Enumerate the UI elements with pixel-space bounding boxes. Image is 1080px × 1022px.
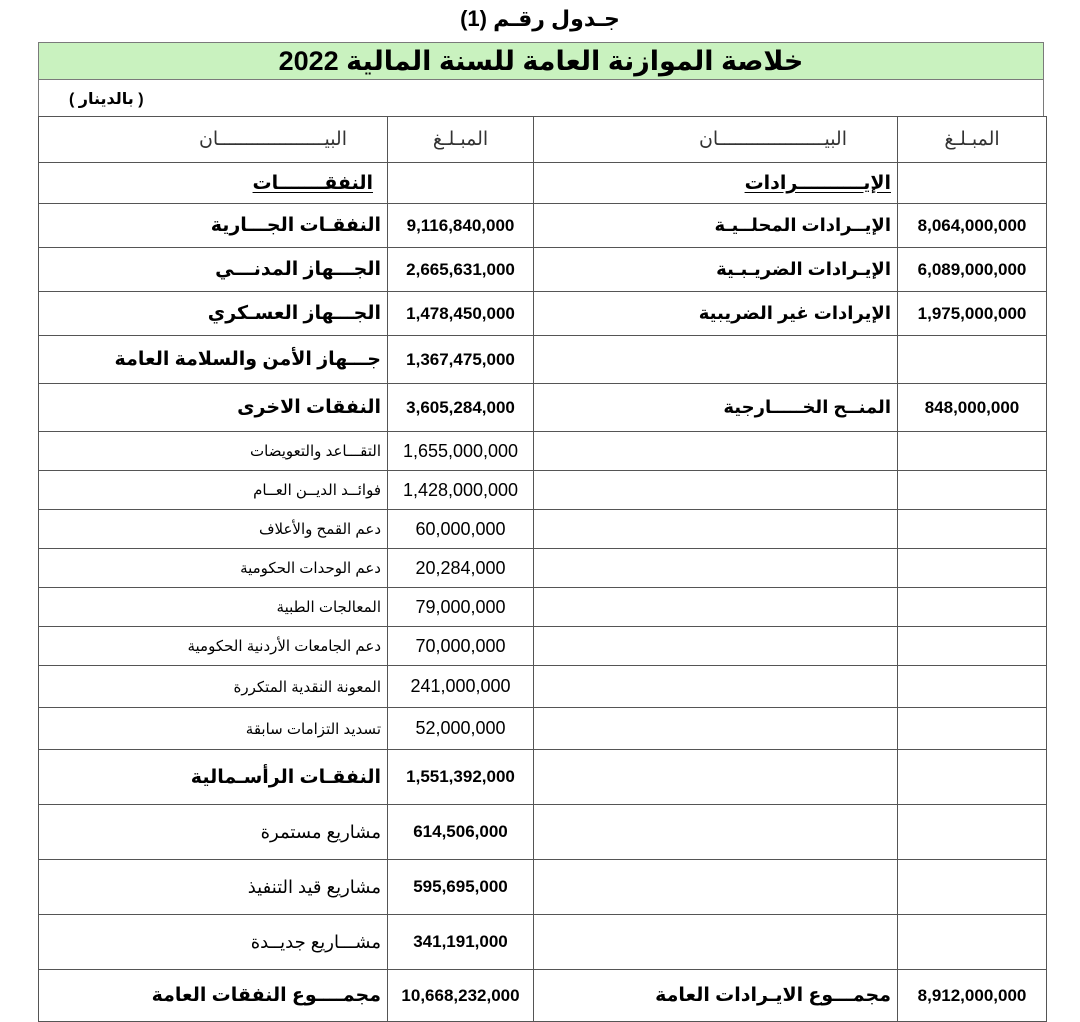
revenue-label: الإيــرادات المحلــيـة bbox=[534, 204, 898, 248]
expenditure-amount: 60,000,000 bbox=[388, 510, 534, 549]
expenditure-label: التقـــاعد والتعويضات bbox=[39, 432, 388, 471]
empty-cell bbox=[388, 163, 534, 204]
table-row bbox=[39, 627, 1047, 666]
empty-cell bbox=[534, 336, 898, 384]
empty-cell bbox=[898, 549, 1047, 588]
expenditure-amount: 241,000,000 bbox=[388, 666, 534, 708]
empty-cell bbox=[898, 915, 1047, 970]
expenditure-label: المعالجات الطبية bbox=[39, 588, 388, 627]
empty-cell bbox=[898, 510, 1047, 549]
expenditure-label: المعونة النقدية المتكررة bbox=[39, 666, 388, 708]
expenditure-label: النفقات الاخرى bbox=[39, 384, 388, 432]
currency-unit-note: ( بالدينار ) bbox=[69, 91, 144, 108]
expenditure-label: الجـــهاز العسـكري bbox=[39, 292, 388, 336]
expenditure-amount: 20,284,000 bbox=[388, 549, 534, 588]
table-row bbox=[39, 336, 1047, 384]
empty-cell bbox=[534, 805, 898, 860]
table-row bbox=[39, 292, 1047, 336]
expenditure-amount: 3,605,284,000 bbox=[388, 384, 534, 432]
expenditure-amount: 1,655,000,000 bbox=[388, 432, 534, 471]
table-row bbox=[39, 915, 1047, 970]
revenue-amount-header: المبـلـغ bbox=[898, 117, 1047, 163]
expenditure-amount: 341,191,000 bbox=[388, 915, 534, 970]
unit-row bbox=[38, 80, 1044, 116]
expenditure-label: تسديد التزامات سابقة bbox=[39, 708, 388, 750]
expenditure-label: جـــهاز الأمن والسلامة العامة bbox=[39, 336, 388, 384]
expenditure-amount-header: المبـلـغ bbox=[388, 117, 534, 163]
revenue-label: الإيـرادات الضريـبـية bbox=[534, 248, 898, 292]
expenditure-label: فوائــد الديــن العــام bbox=[39, 471, 388, 510]
expenditure-label: دعم الجامعات الأردنية الحكومية bbox=[39, 627, 388, 666]
expenditure-description-header: البيـــــــــــــــــــان bbox=[39, 117, 388, 163]
empty-cell bbox=[534, 471, 898, 510]
empty-cell bbox=[898, 666, 1047, 708]
expenditure-label: مشـــاريع جديــدة bbox=[39, 915, 388, 970]
empty-cell bbox=[534, 750, 898, 805]
expenditure-amount: 614,506,000 bbox=[388, 805, 534, 860]
table-row bbox=[39, 666, 1047, 708]
table-row bbox=[39, 248, 1047, 292]
empty-cell bbox=[534, 588, 898, 627]
expenditure-label: النفقـات الرأسـمالية bbox=[39, 750, 388, 805]
expenditure-amount: 52,000,000 bbox=[388, 708, 534, 750]
expenditure-amount: 9,116,840,000 bbox=[388, 204, 534, 248]
revenue-label: المنــح الخـــــارجية bbox=[534, 384, 898, 432]
revenue-amount: 6,089,000,000 bbox=[898, 248, 1047, 292]
empty-cell bbox=[898, 336, 1047, 384]
table-number-title: جـدول رقـم (1) bbox=[460, 6, 620, 31]
empty-cell bbox=[534, 432, 898, 471]
empty-cell bbox=[898, 471, 1047, 510]
empty-cell bbox=[898, 588, 1047, 627]
empty-cell bbox=[898, 627, 1047, 666]
revenues-section-title: الإيــــــــــرادات bbox=[534, 163, 898, 204]
budget-summary-table bbox=[38, 116, 1047, 1022]
empty-cell bbox=[534, 510, 898, 549]
revenue-label: الإيرادات غير الضريبية bbox=[534, 292, 898, 336]
expenditure-label: النفقـات الجـــارية bbox=[39, 204, 388, 248]
expenditures-section-title: النفقـــــــات bbox=[39, 163, 388, 204]
expenditure-amount: 70,000,000 bbox=[388, 627, 534, 666]
table-row bbox=[39, 432, 1047, 471]
expenditures-total-label: مجمــــوع النفقات العامة bbox=[39, 970, 388, 1022]
budget-summary-banner: خلاصة الموازنة العامة للسنة المالية 2022 bbox=[38, 42, 1044, 80]
table-row bbox=[39, 708, 1047, 750]
expenditure-label: مشاريع قيد التنفيذ bbox=[39, 860, 388, 915]
revenues-total-amount: 8,912,000,000 bbox=[898, 970, 1047, 1022]
expenditure-amount: 595,695,000 bbox=[388, 860, 534, 915]
expenditure-label: مشاريع مستمرة bbox=[39, 805, 388, 860]
empty-cell bbox=[534, 627, 898, 666]
empty-cell bbox=[534, 708, 898, 750]
table-row bbox=[39, 204, 1047, 248]
empty-cell bbox=[898, 805, 1047, 860]
table-header-row bbox=[39, 117, 1047, 163]
section-title-row bbox=[39, 163, 1047, 204]
expenditure-label: دعم القمح والأعلاف bbox=[39, 510, 388, 549]
expenditure-amount: 2,665,631,000 bbox=[388, 248, 534, 292]
table-row bbox=[39, 549, 1047, 588]
revenues-total-label: مجمـــوع الايـرادات العامة bbox=[534, 970, 898, 1022]
table-row bbox=[39, 471, 1047, 510]
expenditure-amount: 1,478,450,000 bbox=[388, 292, 534, 336]
table-row bbox=[39, 750, 1047, 805]
table-row bbox=[39, 510, 1047, 549]
expenditure-amount: 1,367,475,000 bbox=[388, 336, 534, 384]
revenue-amount: 8,064,000,000 bbox=[898, 204, 1047, 248]
empty-cell bbox=[898, 163, 1047, 204]
empty-cell bbox=[898, 432, 1047, 471]
empty-cell bbox=[898, 860, 1047, 915]
table-row bbox=[39, 805, 1047, 860]
expenditure-amount: 79,000,000 bbox=[388, 588, 534, 627]
empty-cell bbox=[898, 708, 1047, 750]
empty-cell bbox=[534, 915, 898, 970]
revenue-description-header: البيـــــــــــــــــــان bbox=[534, 117, 898, 163]
expenditures-total-amount: 10,668,232,000 bbox=[388, 970, 534, 1022]
table-row bbox=[39, 384, 1047, 432]
revenue-amount: 1,975,000,000 bbox=[898, 292, 1047, 336]
empty-cell bbox=[534, 860, 898, 915]
expenditure-label: الجـــهاز المدنـــي bbox=[39, 248, 388, 292]
empty-cell bbox=[534, 666, 898, 708]
expenditure-label: دعم الوحدات الحكومية bbox=[39, 549, 388, 588]
expenditure-amount: 1,551,392,000 bbox=[388, 750, 534, 805]
table-row bbox=[39, 860, 1047, 915]
revenue-amount: 848,000,000 bbox=[898, 384, 1047, 432]
empty-cell bbox=[534, 549, 898, 588]
empty-cell bbox=[898, 750, 1047, 805]
expenditure-amount: 1,428,000,000 bbox=[388, 471, 534, 510]
table-row bbox=[39, 588, 1047, 627]
